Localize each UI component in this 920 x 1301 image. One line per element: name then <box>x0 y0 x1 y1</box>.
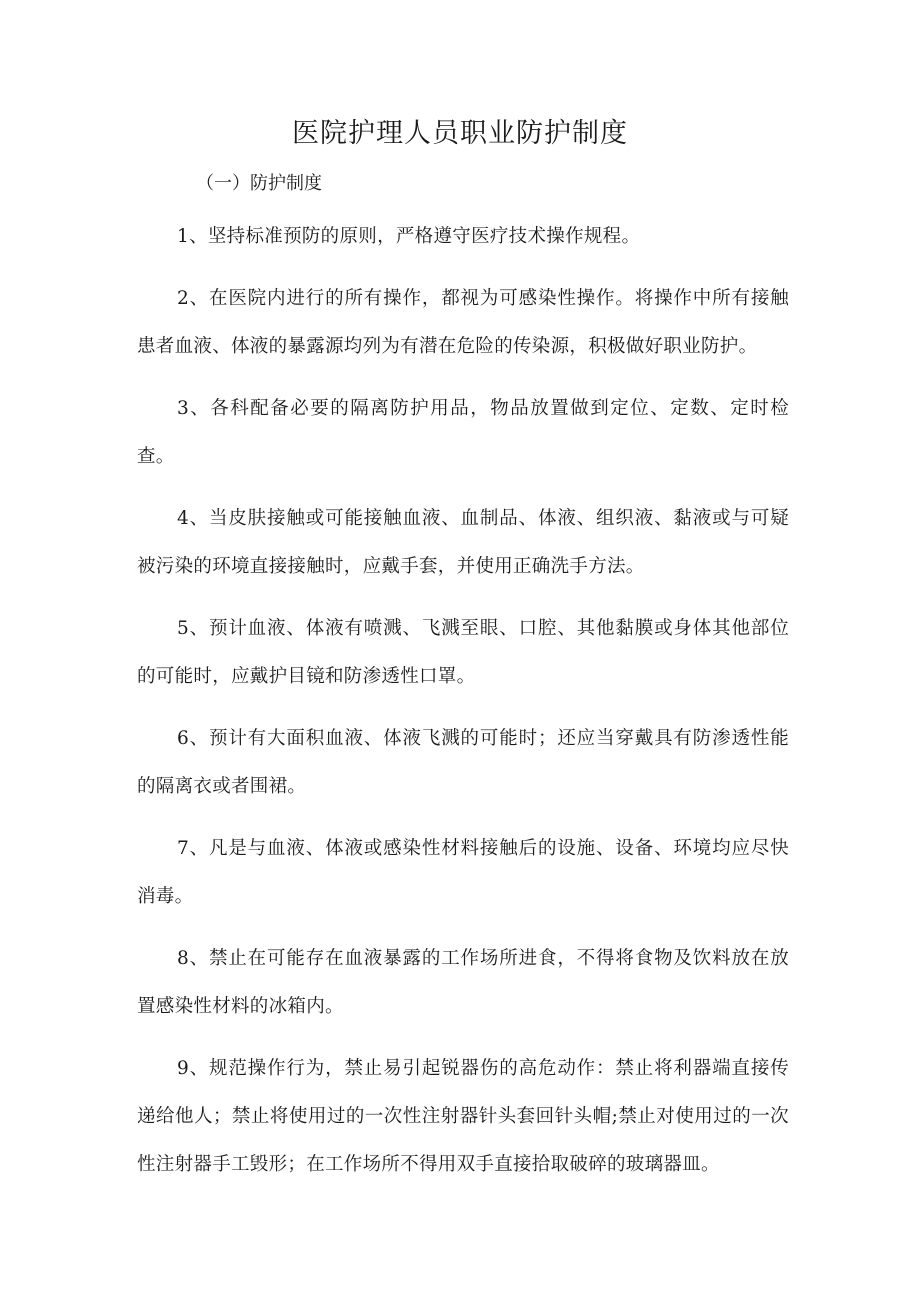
document-title: 医院护理人员职业防护制度 <box>292 118 628 149</box>
paragraph-6: 6、预计有大面积血液、体液飞溅的可能时；还应当穿戴具有防渗透性能的隔离衣或者围裙。 <box>137 728 789 797</box>
paragraph-7: 7、凡是与血液、体液或感染性材料接触后的设施、设备、环境均应尽快消毒。 <box>137 838 789 907</box>
paragraph-9: 9、规范操作行为，禁止易引起锐器伤的高危动作：禁止将利器端直接传递给他人；禁止将使用过的一次性注射器针头套回针头帽;禁止对使用过的一次性注射器手工毁形；在工作场所不得用双手直接拾取破碎的玻璃器皿。 <box>137 1058 789 1175</box>
paragraph-2: 2、在医院内进行的所有操作，都视为可感染性操作。将操作中所有接触患者血液、体液的暴露源均列为有潜在危险的传染源，积极做好职业防护。 <box>137 288 789 357</box>
paragraph-5: 5、预计血液、体液有喷溅、飞溅至眼、口腔、其他黏膜或身体其他部位的可能时，应戴护目镜和防渗透性口罩。 <box>137 618 789 687</box>
section-heading: （一）防护制度 <box>196 173 322 194</box>
paragraph-3: 3、各科配备必要的隔离防护用品，物品放置做到定位、定数、定时检查。 <box>137 398 789 467</box>
document-body <box>137 213 789 1203</box>
paragraph-4: 4、当皮肤接触或可能接触血液、血制品、体液、组织液、黏液或与可疑被污染的环境直接接触时，应戴手套，并使用正确洗手方法。 <box>137 508 789 577</box>
paragraph-8: 8、禁止在可能存在血液暴露的工作场所进食，不得将食物及饮料放在放置感染性材料的冰箱内。 <box>137 948 789 1017</box>
paragraph-1: 1、坚持标准预防的原则，严格遵守医疗技术操作规程。 <box>177 226 641 247</box>
